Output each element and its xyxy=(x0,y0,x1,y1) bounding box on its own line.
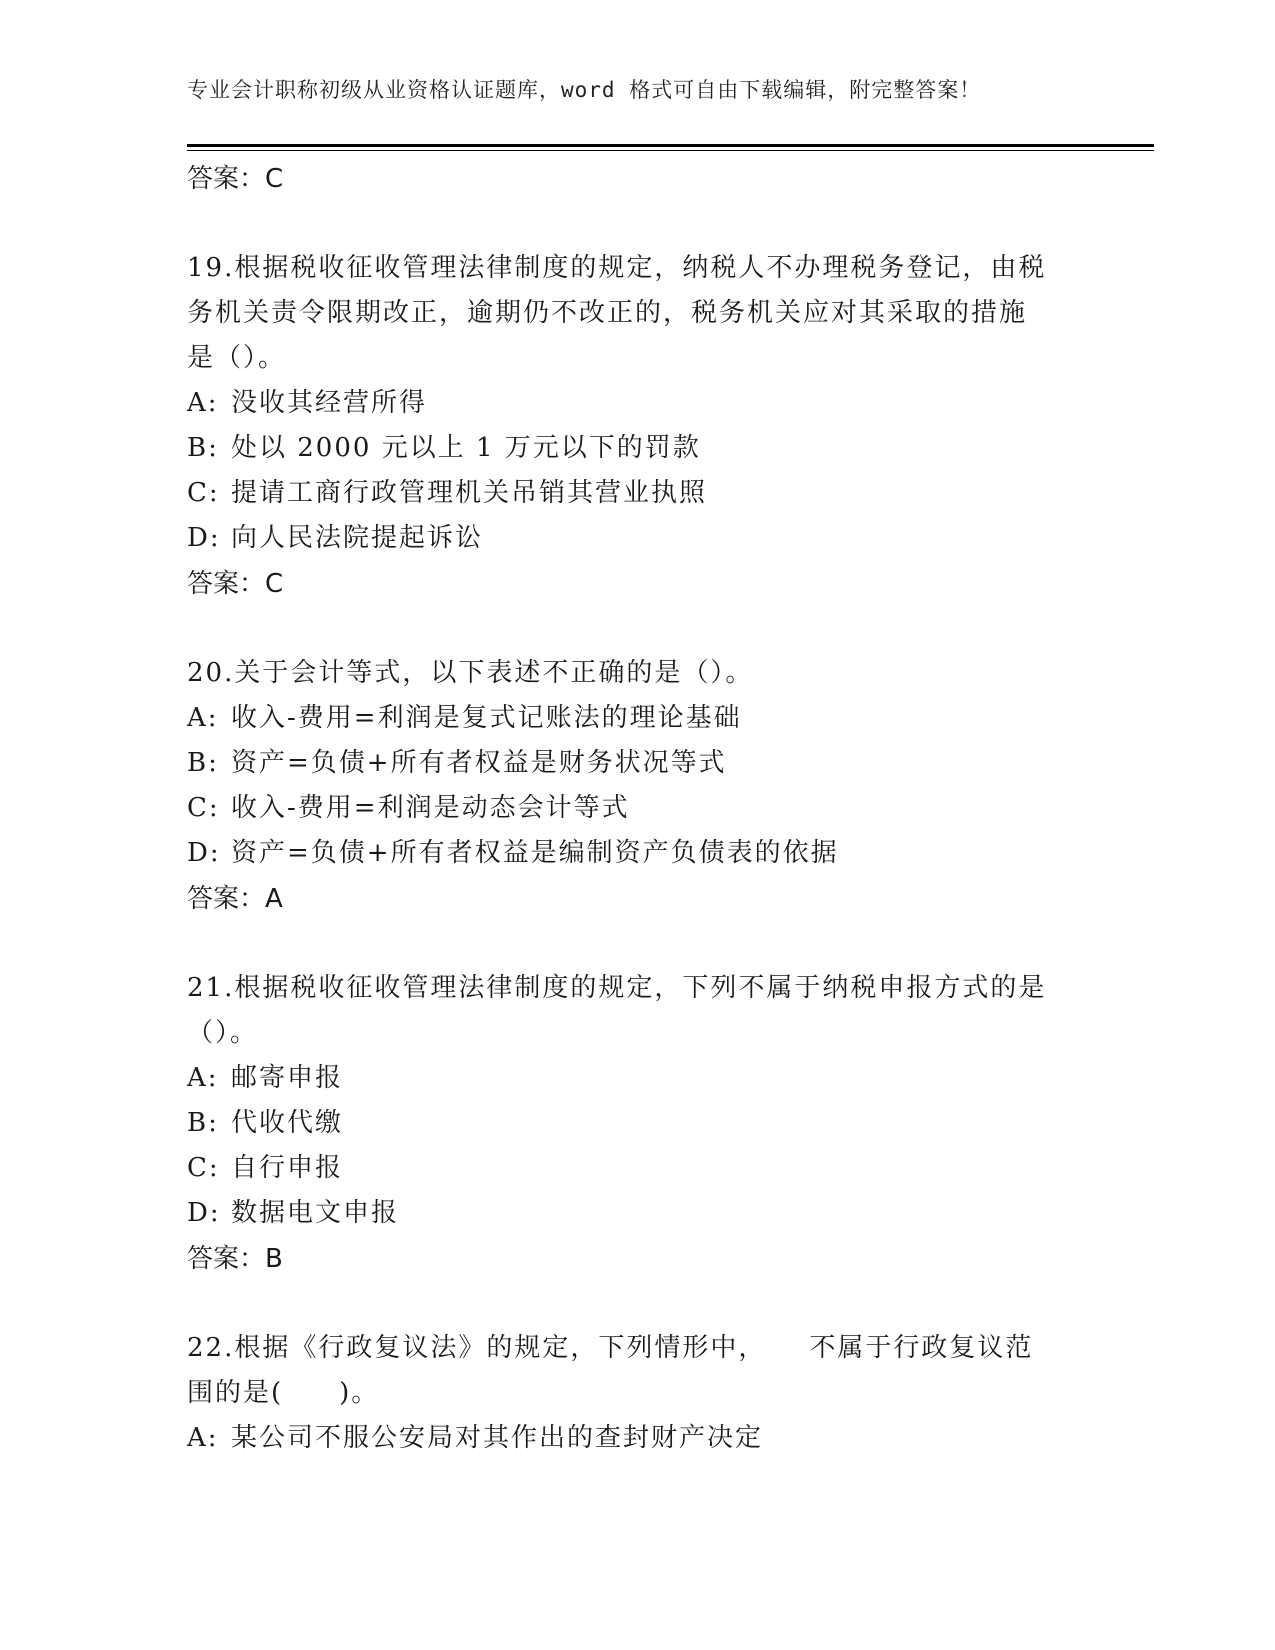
option-text: 代收代缴 xyxy=(231,1108,344,1138)
question-line: 务机关责令限期改正，逾期仍不改正的，税务机关应对其采取的措施 xyxy=(187,298,1028,328)
option-c xyxy=(187,1146,1087,1191)
option-letter: B: xyxy=(187,433,219,463)
option-letter: B: xyxy=(187,748,219,778)
option-a xyxy=(187,381,1087,426)
option-text: 收入-费用=利润是动态会计等式 xyxy=(231,793,630,823)
spacer xyxy=(187,607,1087,651)
option-text: 提请工商行政管理机关吊销其营业执照 xyxy=(231,478,708,508)
option-letter: A: xyxy=(187,1063,219,1093)
header-rule-thin xyxy=(187,150,1154,151)
question-block-21 xyxy=(187,966,1087,1282)
question-line: 21.根据税收征收管理法律制度的规定，下列不属于纳税申报方式的是 xyxy=(187,973,1047,1003)
question-line: 20.关于会计等式，以下表述不正确的是（）。 xyxy=(187,658,754,688)
header-rule-thick xyxy=(187,144,1154,147)
page-header: 专业会计职称初级从业资格认证题库，word 格式可自由下载编辑，附完整答案！ xyxy=(187,78,982,102)
option-text: 邮寄申报 xyxy=(231,1063,344,1093)
spacer xyxy=(187,922,1087,966)
option-letter: B: xyxy=(187,1108,219,1138)
question-block-19 xyxy=(187,246,1087,607)
option-c xyxy=(187,786,1087,831)
spacer xyxy=(187,1282,1087,1326)
question-line: （）。 xyxy=(187,1018,259,1048)
option-letter: A: xyxy=(187,388,219,418)
option-a xyxy=(187,1416,1087,1461)
question-text xyxy=(187,651,1067,696)
question-content xyxy=(187,156,1087,1461)
option-d xyxy=(187,831,1087,876)
question-text xyxy=(187,966,1067,1056)
previous-answer: 答案：C xyxy=(187,164,284,194)
question-line: 围的是( )。 xyxy=(187,1378,380,1408)
option-d xyxy=(187,516,1087,561)
option-b xyxy=(187,741,1087,786)
question-line: 是（）。 xyxy=(187,343,287,373)
question-block-20 xyxy=(187,651,1087,922)
question-line: 19.根据税收征收管理法律制度的规定，纳税人不办理税务登记，由税 xyxy=(187,253,1047,283)
option-text: 资产=负债+所有者权益是编制资产负债表的依据 xyxy=(231,838,839,868)
question-text xyxy=(187,1326,1067,1416)
option-text: 数据电文申报 xyxy=(231,1198,400,1228)
option-letter: D: xyxy=(187,838,221,868)
option-text: 收入-费用=利润是复式记账法的理论基础 xyxy=(231,703,742,733)
answer-line: 答案：A xyxy=(187,884,283,914)
answer-line: 答案：C xyxy=(187,569,284,599)
option-text: 向人民法院提起诉讼 xyxy=(231,523,484,553)
option-text: 自行申报 xyxy=(231,1153,344,1183)
option-letter: C: xyxy=(187,793,220,823)
option-a xyxy=(187,1056,1087,1101)
option-a xyxy=(187,696,1087,741)
question-block-22 xyxy=(187,1326,1087,1461)
option-text: 某公司不服公安局对其作出的查封财产决定 xyxy=(231,1423,764,1453)
option-d xyxy=(187,1191,1087,1236)
option-text: 没收其经营所得 xyxy=(231,388,428,418)
question-text xyxy=(187,246,1067,381)
option-letter: C: xyxy=(187,1153,220,1183)
option-letter: C: xyxy=(187,478,220,508)
spacer xyxy=(187,202,1087,246)
option-b xyxy=(187,426,1087,471)
option-letter: D: xyxy=(187,523,221,553)
option-text: 资产=负债+所有者权益是财务状况等式 xyxy=(231,748,727,778)
option-letter: D: xyxy=(187,1198,221,1228)
option-text: 处以 2000 元以上 1 万元以下的罚款 xyxy=(231,433,701,463)
option-letter: A: xyxy=(187,1423,219,1453)
question-line: 22.根据《行政复议法》的规定，下列情形中， 不属于行政复议范 xyxy=(187,1333,1034,1363)
option-b xyxy=(187,1101,1087,1146)
option-c xyxy=(187,471,1087,516)
answer-line: 答案：B xyxy=(187,1244,283,1274)
option-letter: A: xyxy=(187,703,219,733)
